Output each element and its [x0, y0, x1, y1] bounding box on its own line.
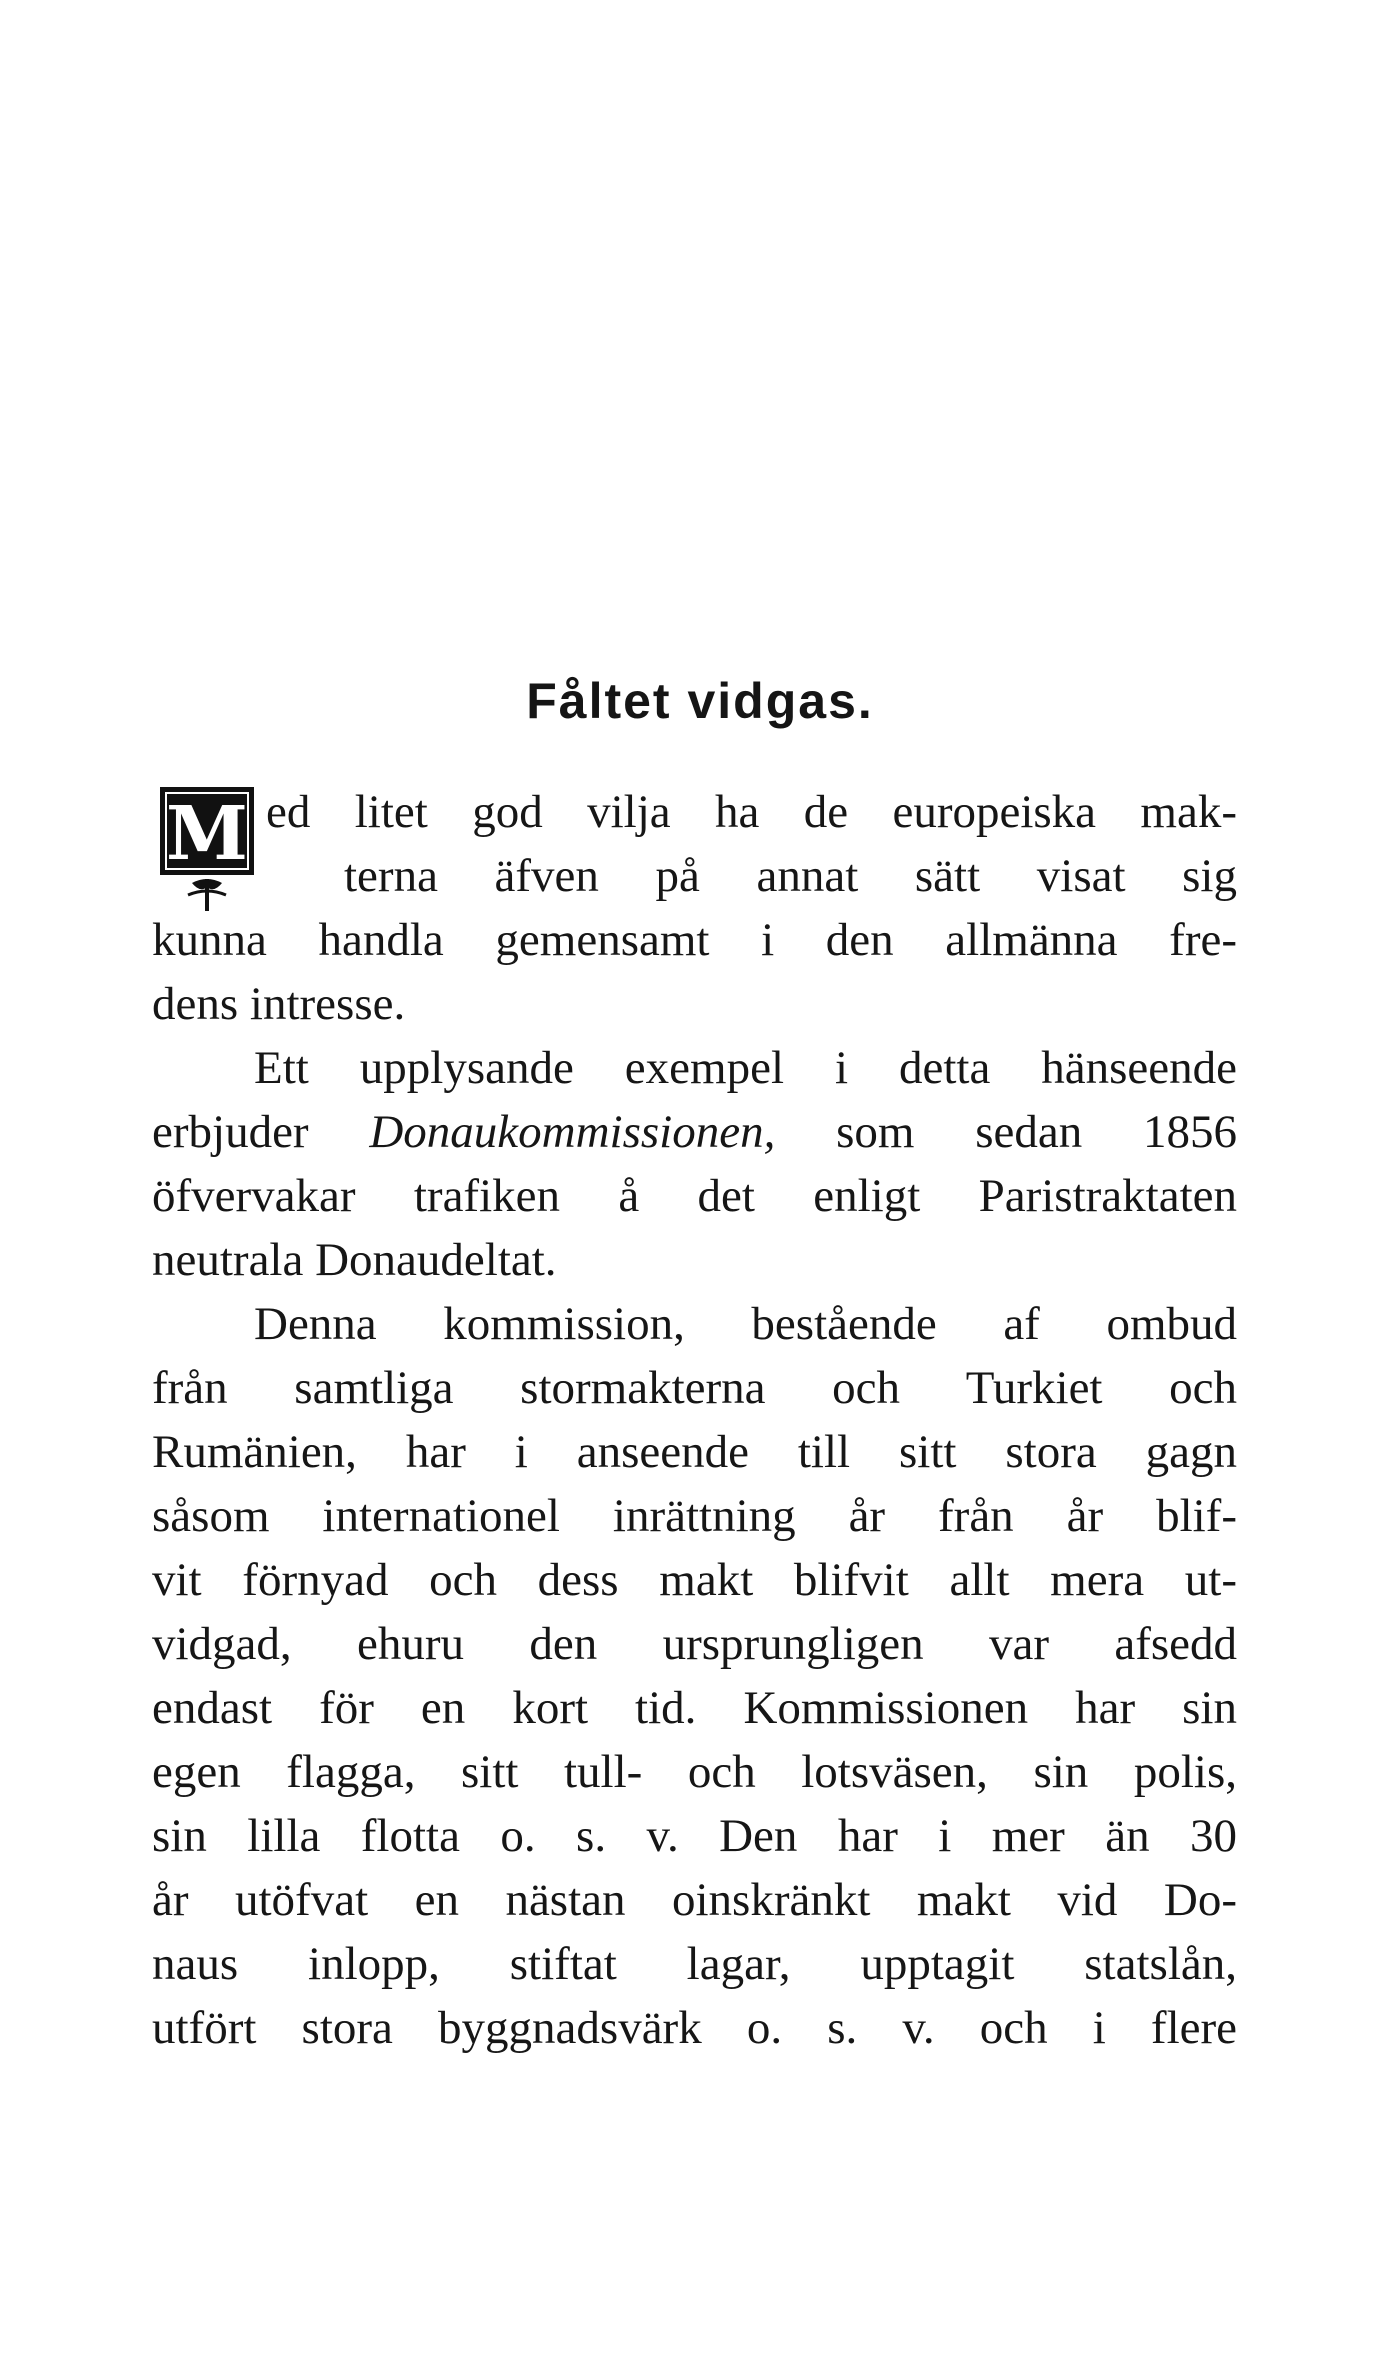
text-segment: som sedan 1856	[836, 1106, 1237, 1158]
text-line: från samtliga stormakterna och Turkiet och	[152, 1362, 1237, 1414]
text-line: såsom internationel inrättning år från år blif-	[152, 1490, 1237, 1542]
chapter-title: Fåltet vidgas.	[526, 673, 874, 729]
text-line: sin lilla flotta o. s. v. Den har i mer än 30	[152, 1810, 1237, 1862]
text-segment: erbjuder	[152, 1106, 309, 1158]
drop-cap-letter: M	[166, 791, 248, 877]
emphasized-term: Donaukommissionen,	[369, 1106, 776, 1158]
text-line: ed litet god vilja ha de europeiska mak-	[266, 786, 1237, 838]
text-line: vidgad, ehuru den ursprungligen var afsedd	[152, 1618, 1237, 1670]
text-line: Denna kommission, bestående af ombud	[254, 1298, 1237, 1350]
text-line: vit förnyad och dess makt blifvit allt mera ut-	[152, 1554, 1237, 1606]
text-line: kunna handla gemensamt i den allmänna fre-	[152, 914, 1237, 966]
text-line: naus inlopp, stiftat lagar, upptagit statslån,	[152, 1938, 1237, 1990]
text-line: neutrala Donaudeltat.	[152, 1234, 557, 1286]
text-line: endast för en kort tid. Kommissionen har sin	[152, 1682, 1237, 1734]
text-line: dens intresse.	[152, 978, 406, 1030]
text-line: Rumänien, har i anseende till sitt stora gagn	[152, 1426, 1237, 1478]
text-line: egen flagga, sitt tull- och lotsväsen, sin polis,	[152, 1746, 1237, 1798]
text-line: utfört stora byggnadsvärk o. s. v. och i flere	[152, 2002, 1237, 2054]
text-line: Ett upplysande exempel i detta hänseende	[254, 1042, 1237, 1094]
text-line: öfvervakar trafiken å det enligt Paristraktaten	[152, 1170, 1237, 1222]
text-line: år utöfvat en nästan oinskränkt makt vid Do-	[152, 1874, 1237, 1926]
text-line: terna äfven på annat sätt visat sig	[344, 850, 1237, 902]
text-line	[152, 1100, 1237, 1164]
body-text	[152, 780, 1237, 2060]
